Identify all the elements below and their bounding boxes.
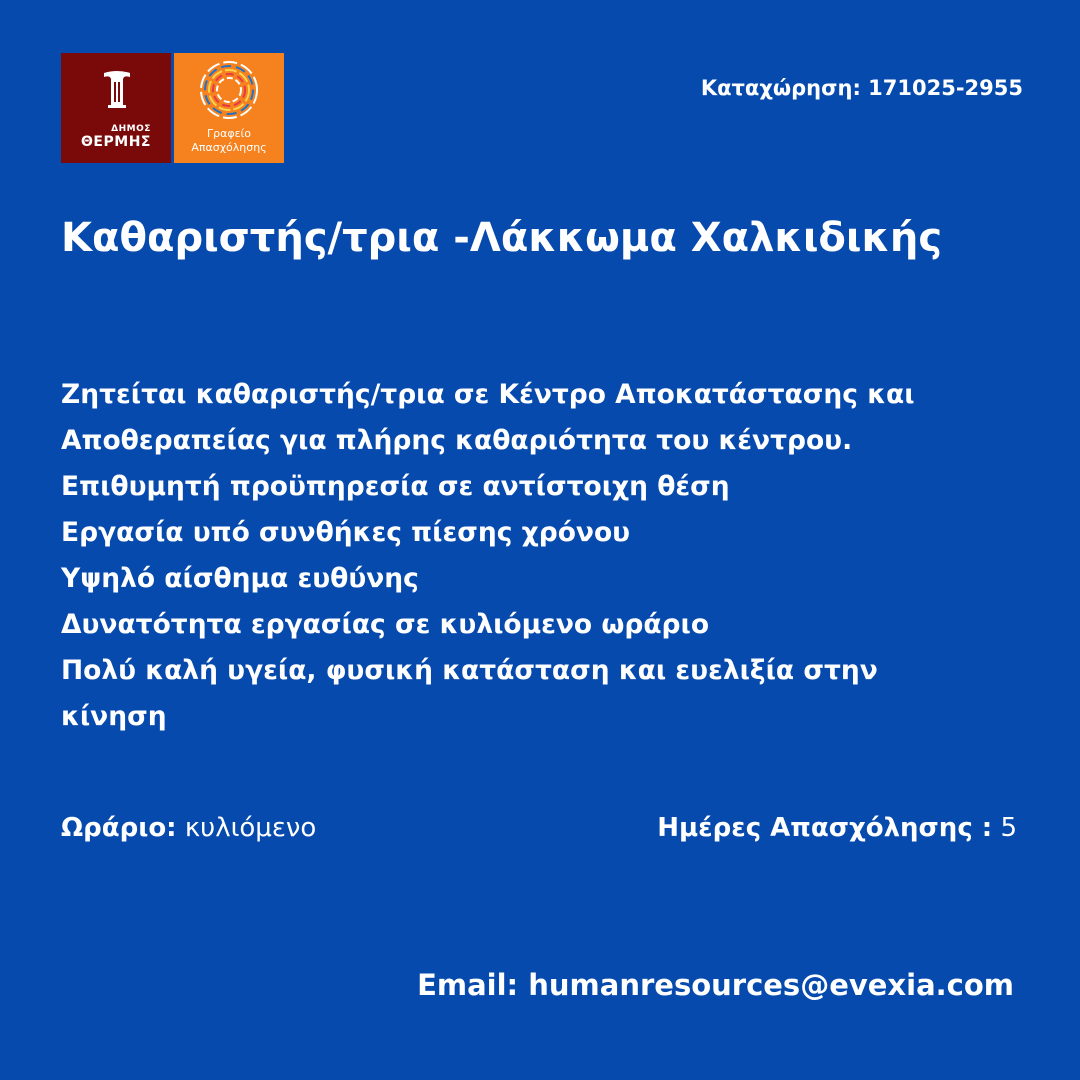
job-title: Καθαριστής/τρια -Λάκκωμα Χαλκιδικής — [61, 215, 943, 261]
employment-office-logo-line2: Απασχόλησης — [191, 141, 267, 154]
municipality-logo-line1: ΔΗΜΟΣ — [111, 124, 151, 134]
work-days-value: 5 — [1000, 813, 1017, 843]
description-line: Αποθεραπείας για πλήρης καθαριότητα του κέντρου. — [61, 425, 853, 456]
work-days — [657, 813, 1017, 843]
description-line: Δυνατότητα εργασίας σε κυλιόμενο ωράριο — [61, 609, 710, 640]
municipality-logo-line2: ΘΕΡΜΗΣ — [81, 134, 151, 150]
employment-office-logo — [174, 53, 284, 163]
description-line: Πολύ καλή υγεία, φυσική κατάσταση και ευελιξία στην — [61, 655, 878, 686]
contact-email: Email: humanresources@evexia.com — [417, 968, 1014, 1002]
work-hours-label: Ωράριο: — [61, 813, 177, 843]
description-line: Επιθυμητή προϋπηρεσία σε αντίστοιχη θέση — [61, 471, 730, 502]
column-emblem-icon — [98, 69, 136, 109]
work-days-label: Ημέρες Απασχόλησης : — [657, 813, 993, 843]
description-line: Ζητείται καθαριστής/τρια σε Κέντρο Αποκατάστασης και — [61, 379, 915, 410]
registration-number: Καταχώρηση: 171025-2955 — [700, 76, 1023, 100]
description-line: Εργασία υπό συνθήκες πίεσης χρόνου — [61, 517, 631, 548]
description-line: Υψηλό αίσθημα ευθύνης — [61, 563, 419, 594]
concentric-rings-icon — [198, 59, 260, 121]
job-description — [61, 372, 1031, 740]
employment-office-logo-line1: Γραφείο — [206, 127, 252, 140]
work-hours — [61, 813, 316, 843]
municipality-logo — [61, 53, 171, 163]
work-hours-value: κυλιόμενο — [184, 813, 317, 843]
description-line: κίνηση — [61, 701, 167, 732]
